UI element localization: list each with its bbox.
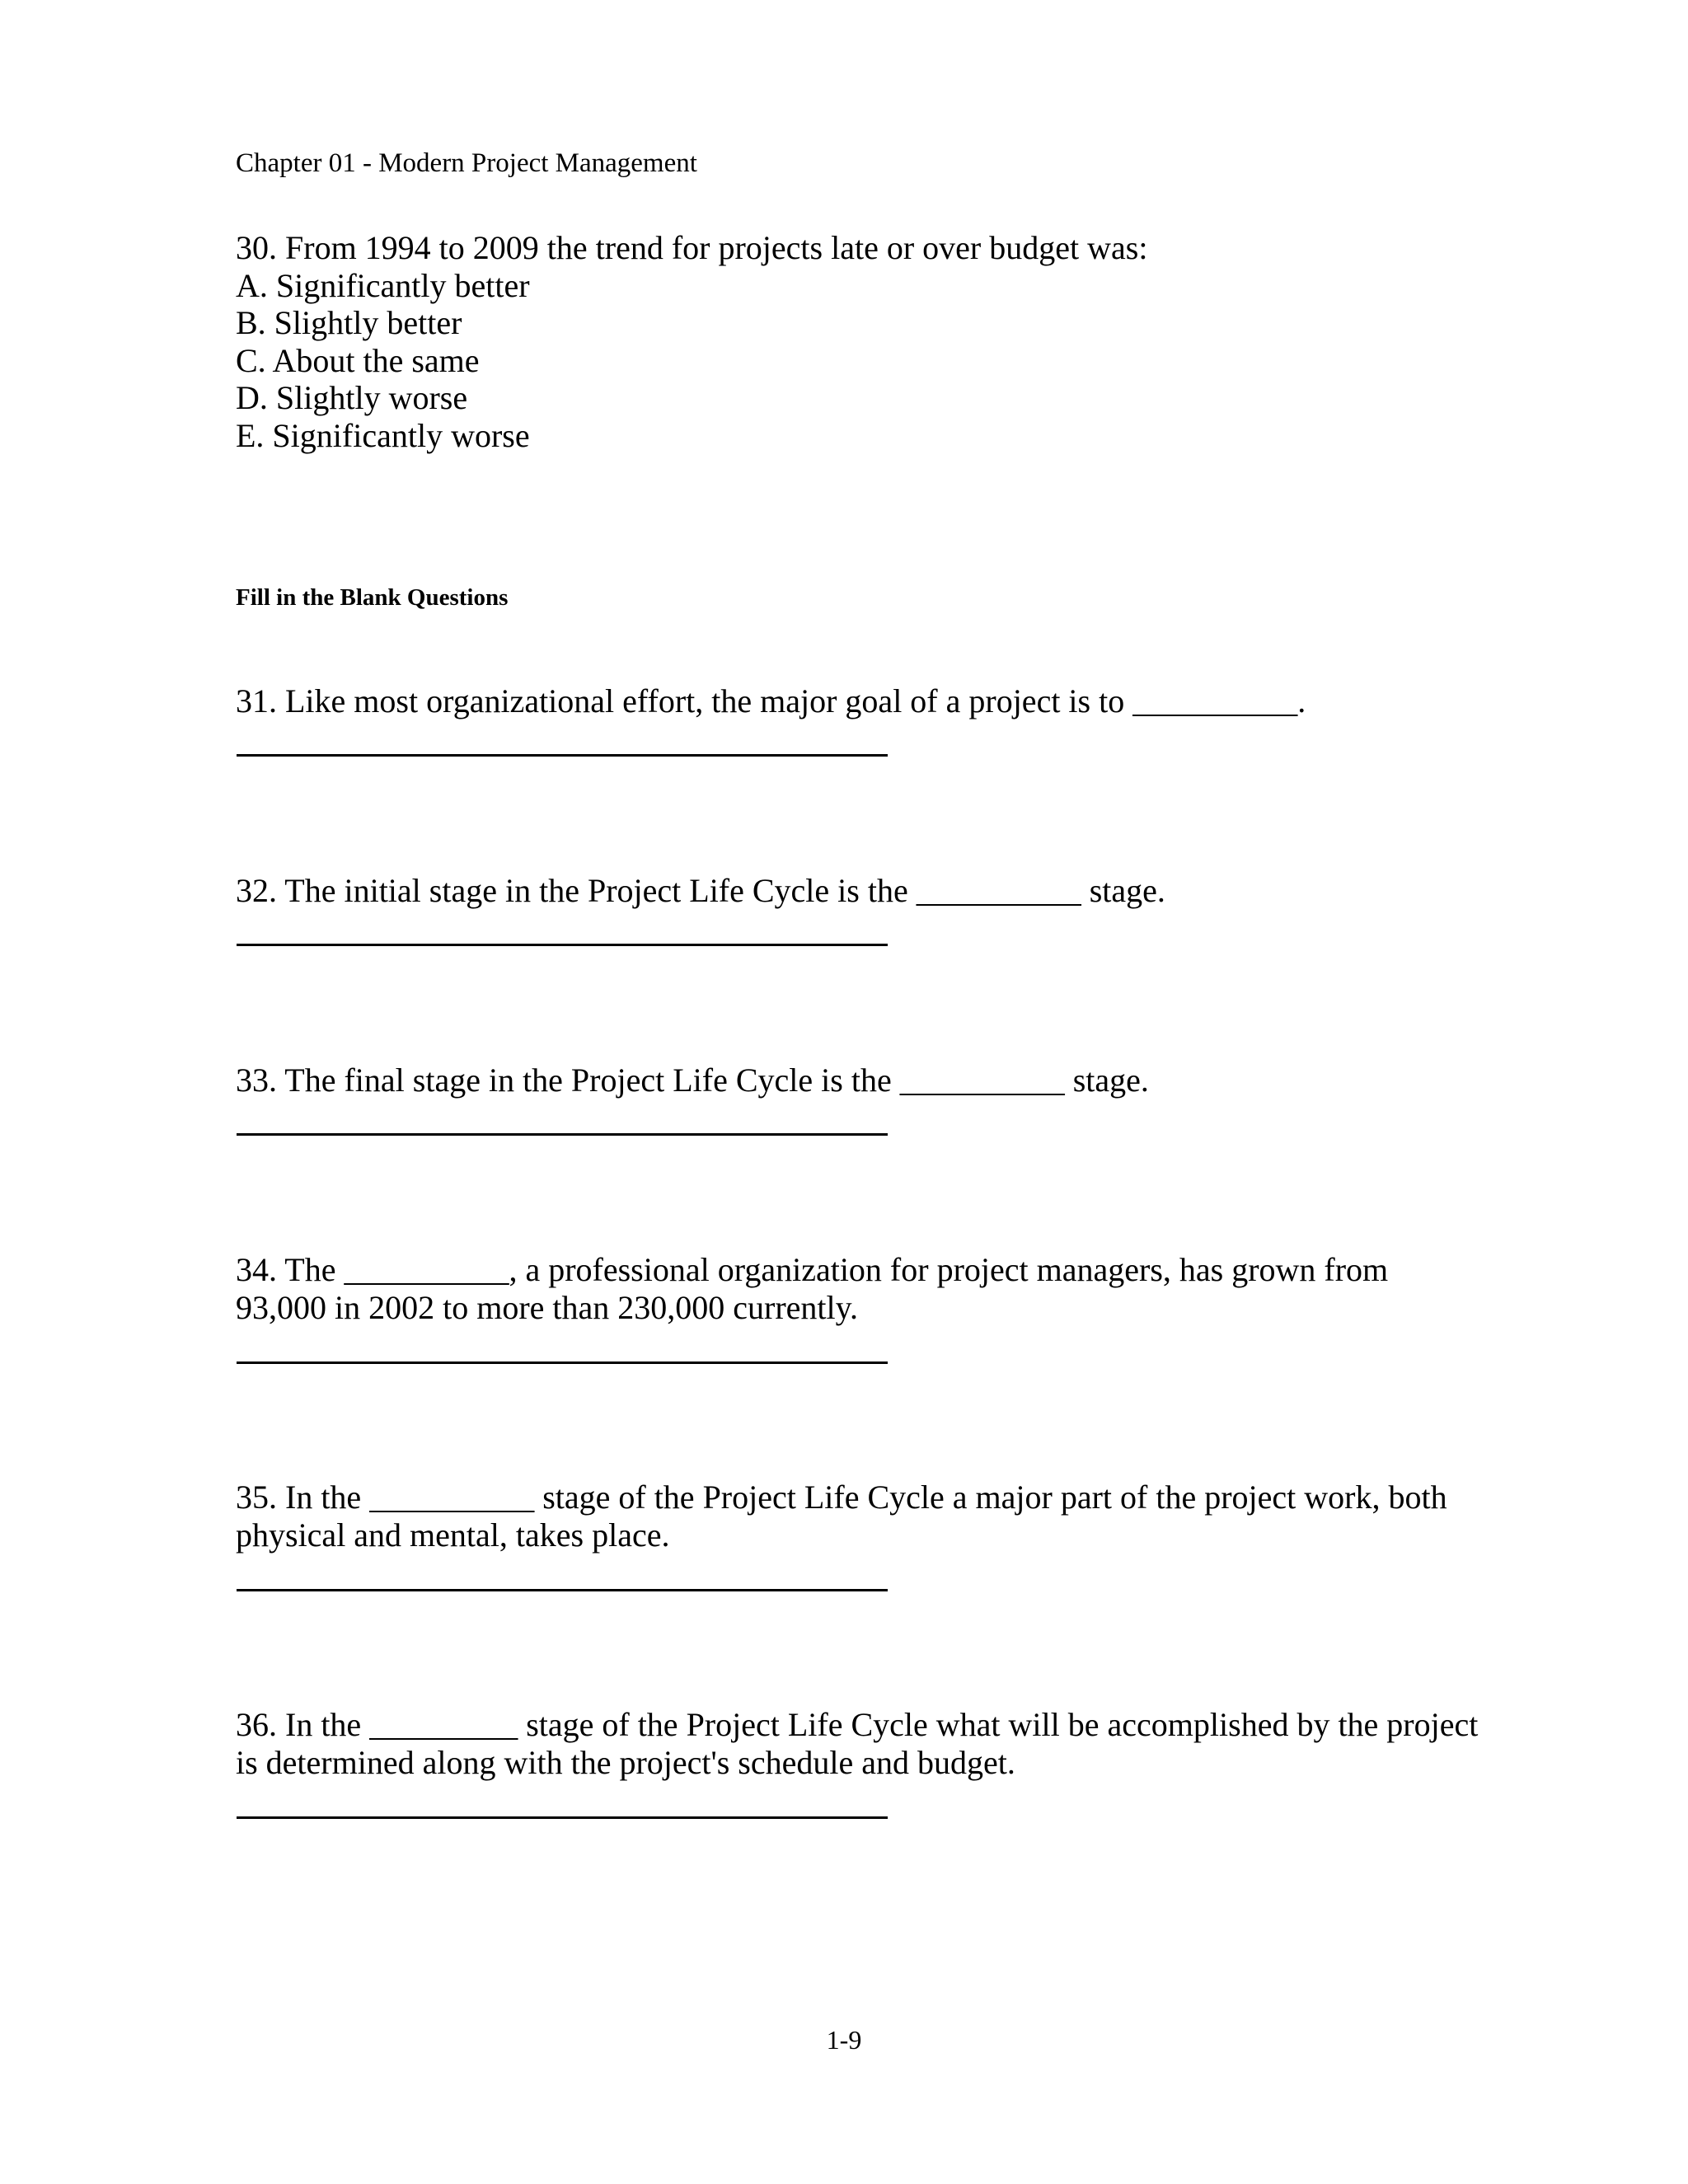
question-31 — [236, 682, 1306, 720]
question-30-option-e: E. Significantly worse — [236, 416, 530, 454]
question-30-stem: 30. From 1994 to 2009 the trend for projects late or over budget was: — [236, 229, 1148, 266]
answer-line-33[interactable] — [237, 1133, 888, 1136]
question-36-line-2: is determined along with the project's schedule and budget. — [236, 1743, 1015, 1781]
question-35 — [236, 1479, 1447, 1554]
answer-line-31[interactable] — [237, 754, 888, 757]
section-title-fill-in-blank: Fill in the Blank Questions — [236, 584, 509, 611]
question-31-line-1: 31. Like most organizational effort, the major goal of a project is to __________. — [236, 682, 1306, 719]
answer-line-35[interactable] — [237, 1589, 888, 1591]
question-36 — [236, 1706, 1478, 1781]
answer-line-32[interactable] — [237, 944, 888, 946]
chapter-header: Chapter 01 - Modern Project Management — [236, 148, 697, 178]
question-33 — [236, 1062, 1149, 1099]
question-30-option-b: B. Slightly better — [236, 304, 462, 341]
question-33-line-1: 33. The final stage in the Project Life Cycle is the __________ stage. — [236, 1062, 1149, 1099]
question-30-option-a: A. Significantly better — [236, 266, 530, 304]
question-30-option-c: C. About the same — [236, 341, 480, 379]
question-34 — [236, 1251, 1388, 1326]
question-32 — [236, 872, 1165, 910]
question-34-line-2: 93,000 in 2002 to more than 230,000 currently. — [236, 1288, 859, 1326]
question-32-line-1: 32. The initial stage in the Project Life Cycle is the __________ stage. — [236, 872, 1165, 909]
question-30-option-d: D. Slightly worse — [236, 379, 468, 416]
answer-line-34[interactable] — [237, 1361, 888, 1364]
question-35-line-1: 35. In the __________ stage of the Project Life Cycle a major part of the project work, both — [236, 1479, 1447, 1516]
question-34-line-1: 34. The __________, a professional organization for project managers, has grown from — [236, 1251, 1389, 1288]
question-35-line-2: physical and mental, takes place. — [236, 1516, 670, 1554]
answer-line-36[interactable] — [237, 1816, 888, 1819]
question-30 — [236, 229, 1147, 454]
page-number: 1-9 — [826, 2025, 862, 2055]
question-36-line-1: 36. In the _________ stage of the Project Life Cycle what will be accomplished by the project — [236, 1706, 1479, 1743]
